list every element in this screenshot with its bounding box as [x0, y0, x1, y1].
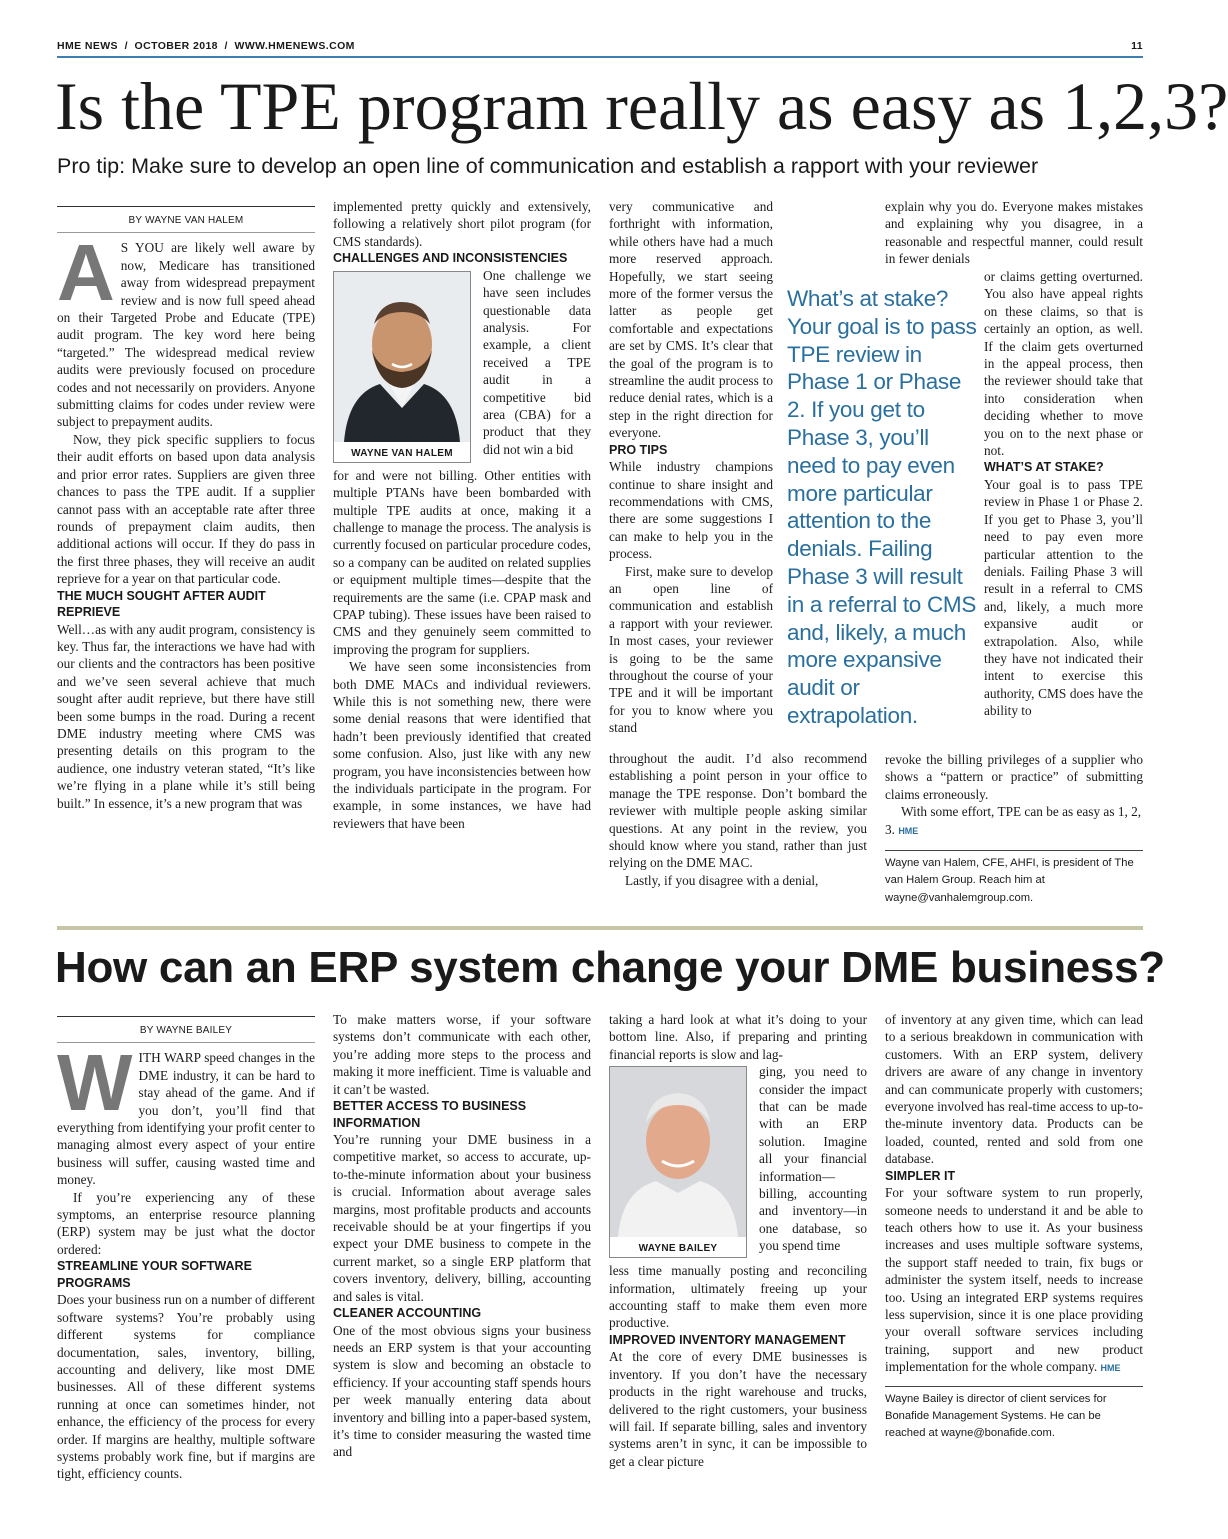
article2-subhead-it: SIMPLER IT — [885, 1168, 956, 1183]
article2-paragraph: of inventory at any given time, which can lead to a serious breakdown in communication with customers. With an ERP system, delivery drivers are aware of any change in inventory and can communicate properly with customers; everyone involved has real-time access to up-to-the-minute inventory data. Products can be loaded, counted, rented and sold from one database. — [885, 1012, 1143, 1167]
article1-subhead-reprieve: THE MUCH SOUGHT AFTER AUDIT REPRIEVE — [57, 588, 266, 620]
article2-paragraph: If you’re experiencing any of these symptoms, an enterprise resource planning (ERP) system may be just what the doctor ordered: — [57, 1189, 315, 1257]
article1-paragraph: throughout the audit. I’d also recommend establishing a point person in your office to manage the TPE response. Don’t bombard the reviewer with multiple people asking similar questions. At any point in the review, you should know where you stand, rather than just relying on the DME MAC. — [609, 751, 867, 871]
article2-column-3 — [609, 1011, 867, 1472]
article1-headline: Is the TPE program really as easy as 1,2,3? — [55, 68, 1228, 144]
article1-paragraph: revoke the billing privileges of a supplier who shows a “pattern or practice” of submitting claims erroneously. — [885, 752, 1143, 802]
article1-subhead-pro-tips: PRO TIPS — [609, 442, 668, 457]
article1-column-4 — [885, 198, 1143, 266]
article2-drop-cap: W — [57, 1038, 133, 1128]
article2-closing: For your software system to run properly, someone needs to understand it and be able to teach others how to use it. As your business increases and uses multiple software systems, the support staff needed to train, fix bugs or administer the system itself, needs to increase too. Using an integrated ERP systems requires less supervision, since it is one place providing your overall software services including training, support and new product implementation for the whole company. — [885, 1185, 1143, 1375]
article1-paragraph: We have seen some inconsistencies from both DME MACs and individual reviewers. While this is not something new, there were some denial reasons that were identified that hadn’t been previously identified that created some confusion. Also, just like with any new program, you have inconsistencies between how the individuals participate in the program. For example, in some instances, we have had reviewers that have been — [333, 659, 591, 831]
article1-paragraph: Now, they pick specific suppliers to focus their audit efforts on based upon data analysis and prior error rates. Suppliers are given three chances to pass the TPE audit. If a supplier cannot pass with an acceptable rate after three rounds of prepayment claim audits, then additional actions will occur. If they do pass in the first three phases, they will receive an audit reprieve for a year on that particular code. — [57, 431, 315, 587]
article2-subhead-access: BETTER ACCESS TO BUSINESS INFORMATION — [333, 1099, 527, 1130]
article2-column-4 — [885, 1011, 1143, 1481]
article2-headline: How can an ERP system change your DME business? — [55, 943, 1165, 992]
article2-paragraph: ging, you need to consider the impact that can be made with an ERP solution. Imagine all your financial information—billing, accounting and inventory—in one database, so you spend time — [759, 1064, 867, 1254]
article1-column-4-end — [885, 751, 1143, 906]
article2-subhead-inventory: IMPROVED INVENTORY MANAGEMENT — [609, 1332, 846, 1347]
article1-paragraph: Lastly, if you disagree with a denial, — [625, 872, 819, 888]
page-number: 11 — [1131, 40, 1143, 52]
article1-paragraph: explain why you do. Everyone makes mistakes and explaining why you disagree, in a reasonable and respectful manner, could result in fewer denials — [885, 199, 1143, 267]
article2-paragraph: Does your business run on a number of different software systems? You’re probably using different systems for compliance documentation, sales, inventory, billing, accounting and delivery, like most DME businesses. All of these different systems running at once can sometimes hinder, not enhance, the efficiency of the process for every order. If margins are healthy, multiple software systems probably work fine, but if margins are tight, efficiency counts. — [57, 1292, 315, 1482]
article1-closing: With some effort, TPE can be as easy as 1, 2, 3. — [885, 804, 1142, 837]
article1-paragraph: for and were not billing. Other entities with multiple PTANs have been bombarded with multiple TPE audits at once, making it a challenge to manage the process. The analysis is currently focused on particular procedure codes, so a company can be audited on related supplies or equipment multiple times—despite that the requirements are the same (i.e. CPAP mask and CPAP tubing). These issues have been raised to CMS and they genuinely seem committed to improving the program for suppliers. — [333, 467, 591, 657]
article1-subhead-stake: WHAT’S AT STAKE? — [984, 460, 1104, 475]
article1-byline: BY WAYNE VAN HALEM — [57, 206, 315, 233]
article2-byline: BY WAYNE BAILEY — [57, 1016, 315, 1043]
article2-lead: ITH WARP speed changes in the DME industry, it can be hard to stay ahead of the game. And if you don’t, you’ll find that everything from identifying your profit center to managing almost every aspect of your entire business will suffer, causing wasted time and money. — [57, 1050, 315, 1188]
article1-paragraph: or claims getting overturned. You also have appeal rights on these claims, so that is certainly an option, as well. If the claim gets overturned in the appeal process, then the reviewer should take that into consideration when deciding whether to move you on to the next phase or not. — [984, 269, 1143, 459]
portrait-bailey — [610, 1067, 746, 1237]
portrait-van-halem — [334, 272, 470, 442]
author-photo-van-halem — [333, 271, 471, 463]
folio-rule — [57, 56, 1143, 58]
article2-paragraph: At the core of every DME businesses is inventory. If you don’t have the necessary products in the right warehouse and trucks, delivered to the right customers, your business will fail. If separate billing, sales and inventory systems aren’t in sync, it can be impossible to get a clear picture — [609, 1349, 867, 1469]
article1-column-1 — [57, 206, 315, 908]
article1-paragraph: While industry champions continue to share insight and recommendations with CMS, there are some suggestions I can make to help you in the process. — [609, 459, 773, 562]
article1-paragraph — [885, 803, 1143, 840]
pull-quote: What’s at stake? Your goal is to pass TPE review in Phase 1 or Phase 2. If you get to Phase 3, you’ll need to pay even more particular attention to the denials. Failing Phase 3 will result in a referral to CMS and, likely, a much more expansive audit or extrapolation. — [787, 286, 977, 728]
author-photo-bailey — [609, 1066, 747, 1258]
end-mark: HME — [1100, 1363, 1121, 1374]
article1-paragraph: Your goal is to pass TPE review in Phase 1 or Phase 2. If you get to Phase 3, you’ll need to pay even more particular attention to the denials. Failing Phase 3 will result in a referral to CMS and, likely, a much more expansive audit or extrapolation. Also, while they have not indicated their intent to exercise this authority, CMS does have the ability to — [984, 476, 1143, 719]
article2-paragraph: taking a hard look at what it’s doing to your bottom line. Also, if preparing and printing financial reports is slow and lag- — [609, 1012, 867, 1062]
article1-paragraph: First, make sure to develop an open line of communication and establish a rapport with your reviewer. In most cases, your reviewer is going to be the same throughout the course of your TPE and it will be important for you to know where you stand — [609, 563, 773, 736]
article1-paragraph: Well…as with any audit program, consistency is key. Thus far, the interactions we have had with our clients and the contractors has been positive and we’ve seen several achieve that much sought after audit reprieve, but there have still been some bumps in the road. During a recent DME industry meeting where CMS was presenting details on this program to the audience, one industry veteran stated, “It’s like we’re flying in a plane while it’s still being built.” In essence, it’s a new program that was — [57, 621, 315, 811]
article2-column-2 — [333, 1011, 591, 1472]
article1-drop-cap: A — [57, 228, 115, 318]
article-divider — [57, 926, 1143, 930]
article1-author-bio: Wayne van Halem, CFE, AHFI, is president of The van Halem Group. Reach him at wayne@vanhalemgroup.com. — [885, 850, 1143, 907]
article1-subhead-challenges: CHALLENGES AND INCONSISTENCIES — [333, 251, 568, 266]
article2-subhead-accounting: CLEANER ACCOUNTING — [333, 1306, 482, 1321]
end-mark: HME — [898, 825, 919, 836]
article1-column-4-wrap — [984, 268, 1143, 752]
article2-paragraph — [885, 1184, 1143, 1377]
article2-paragraph: To make matters worse, if your software systems don’t communicate with each other, you’re adding more steps to the process and making it more inefficient. Time is valuable and it can’t be wasted. — [333, 1012, 591, 1097]
photo-caption: WAYNE VAN HALEM — [351, 447, 453, 459]
article2-subhead-streamline: STREAMLINE YOUR SOFTWARE PROGRAMS — [57, 1259, 252, 1290]
article1-column-3 — [609, 198, 773, 750]
article2-paragraph: You’re running your DME business in a competitive market, so access to accurate, up-to-the-minute information about your business is crucial. Information about average sales margins, most profitable products and accounts receivable should be at your fingertips if you expect your DME business to compete in the current market, so a single ERP platform that covers inventory, delivery, billing, accounting and sales is vital. — [333, 1132, 591, 1304]
article2-author-bio: Wayne Bailey is director of client services for Bonafide Management Systems. He can be reached at wayne@bonafide.com. — [885, 1386, 1143, 1443]
article1-lead: S YOU are likely well aware by now, Medicare has transitioned away from widespread prepayment review and is now full speed ahead on their Targeted Probe and Educate (TPE) audit program. The key word here being “targeted.” The widespread medical review audits were previously focused on procedure codes and not necessarily on providers. Anyone submitting claims for codes under review were subject to prepayment audits. — [57, 240, 315, 430]
article2-paragraph: less time manually posting and reconciling information, ultimately freeing up your accounting staff to make them even more productive. — [609, 1263, 867, 1331]
article1-paragraph: very communicative and forthright with information, while others have had a much more reserved approach. Hopefully, we start seeing more of the former versus the latter as people get comfortable and expectations are set by CMS. It’s clear that the goal of the program is to streamline the audit process to reduce denial rates, which is a step in the right direction for everyone. — [609, 199, 773, 441]
article2-paragraph: One of the most obvious signs your business needs an ERP system is that your accounting system is slow and becoming an obstacle to efficiency. If your accounting staff spends hours per week manually entering data about inventory and billing into a paper-based system, it’s time to consider measuring the wasted time and — [333, 1322, 591, 1460]
photo-caption: WAYNE BAILEY — [638, 1243, 718, 1255]
article2-column-1 — [57, 1016, 315, 1482]
folio-text: HME NEWS / OCTOBER 2018 / WWW.HMENEWS.COM — [57, 40, 355, 52]
article1-column-3-continued — [609, 750, 867, 908]
article1-column-2 — [333, 198, 591, 908]
article1-paragraph: One challenge we have seen includes questionable data analysis. For example, a client received a TPE audit in a competitive bid area (CBA) for a product that they did not win a bid — [483, 267, 591, 457]
article1-paragraph: implemented pretty quickly and extensively, following a relatively short pilot program (for CMS standards). — [333, 199, 591, 249]
article1-deck: Pro tip: Make sure to develop an open line of communication and establish a rapport with your reviewer — [57, 154, 1039, 178]
